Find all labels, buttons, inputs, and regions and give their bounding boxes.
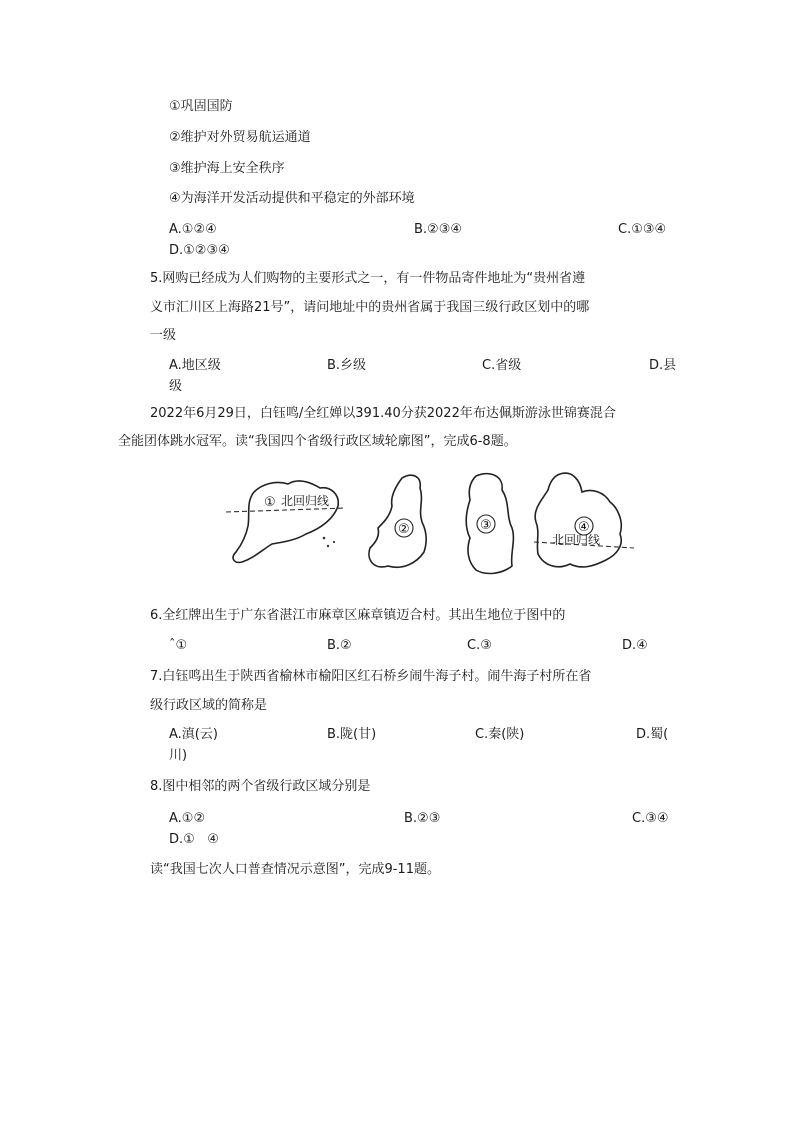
q6-option-a: ˆ① (169, 638, 188, 653)
q5-stem-line-2: 义市汇川区上海路21号”，请问地址中的贵州省属于我国三级行政区划中的哪 (150, 300, 590, 315)
q7-option-a: A.滇(云) (169, 727, 218, 742)
q7-option-b: B.陇(甘) (327, 727, 377, 742)
q4-option-c: C.①③④ (618, 222, 667, 237)
q8-stem: 8.图中相邻的两个省级行政区域分别是 (150, 779, 371, 794)
province-3-label: ③ (480, 518, 492, 533)
q7-option-d: D.蜀( (636, 727, 669, 742)
q7-stem-line-2: 级行政区域的简称是 (150, 698, 268, 713)
q6-option-d: D.④ (622, 638, 648, 653)
q7-option-d-wrap: 川) (169, 748, 188, 763)
province-outline-map (226, 466, 634, 578)
q6-option-c: C.③ (467, 638, 492, 653)
intro-6-8-line-2: 全能团体跳水冠军。读“我国四个省级行政区域轮廓图”，完成6-8题。 (118, 434, 517, 449)
q4-item-4: ④为海洋开发活动提供和平稳定的外部环境 (169, 191, 415, 206)
q4-item-2: ②维护对外贸易航运通道 (169, 130, 311, 145)
q5-option-d-wrap: 级 (169, 379, 183, 394)
q5-option-a: A.地区级 (169, 358, 221, 373)
q6-stem: 6.全红牌出生于广东省湛江市麻章区麻章镇迈合村。其出生地位于图中的 (150, 608, 566, 623)
q8-option-d: D.① ④ (169, 832, 219, 847)
intro-6-8-line-1: 2022年6月29日，白钰鸣/全红婵以391.40分获2022年布达佩斯游泳世锦赛混合 (150, 406, 616, 421)
q7-stem-line-1: 7.白钰鸣出生于陕西省榆林市榆阳区红石桥乡闹牛海子村。闹牛海子村所在省 (150, 669, 592, 684)
q7-option-c: C.秦(陕) (475, 727, 525, 742)
q4-option-a: A.①②④ (169, 222, 217, 237)
province-1-label: ① (264, 495, 276, 510)
q5-option-c: C.省级 (482, 358, 522, 373)
province-1-tropic-label: 北回归线 (281, 494, 330, 508)
q8-option-b: B.②③ (404, 811, 441, 826)
province-4-label: ④ (578, 520, 590, 535)
province-4-tropic-label: 北回归线 (552, 533, 601, 547)
q5-stem-line-3: 一级 (150, 328, 177, 343)
q8-option-c: C.③④ (632, 811, 669, 826)
province-2-label: ② (398, 522, 410, 537)
q4-option-b: B.②③④ (414, 222, 463, 237)
intro-9-11: 读“我国七次人口普查情况示意图”，完成9-11题。 (150, 862, 440, 877)
q5-option-b: B.乡级 (327, 358, 367, 373)
q4-option-d: D.①②③④ (169, 243, 230, 258)
q8-option-a: A.①② (169, 811, 206, 826)
q5-stem-line-1: 5.网购已经成为人们购物的主要形式之一，有一件物品寄件地址为“贵州省遵 (150, 271, 586, 286)
q5-option-d: D.县 (649, 358, 677, 373)
q4-item-1: ①巩固国防 (169, 99, 233, 114)
q4-item-3: ③维护海上安全秩序 (169, 161, 285, 176)
q6-option-b: B.② (327, 638, 352, 653)
